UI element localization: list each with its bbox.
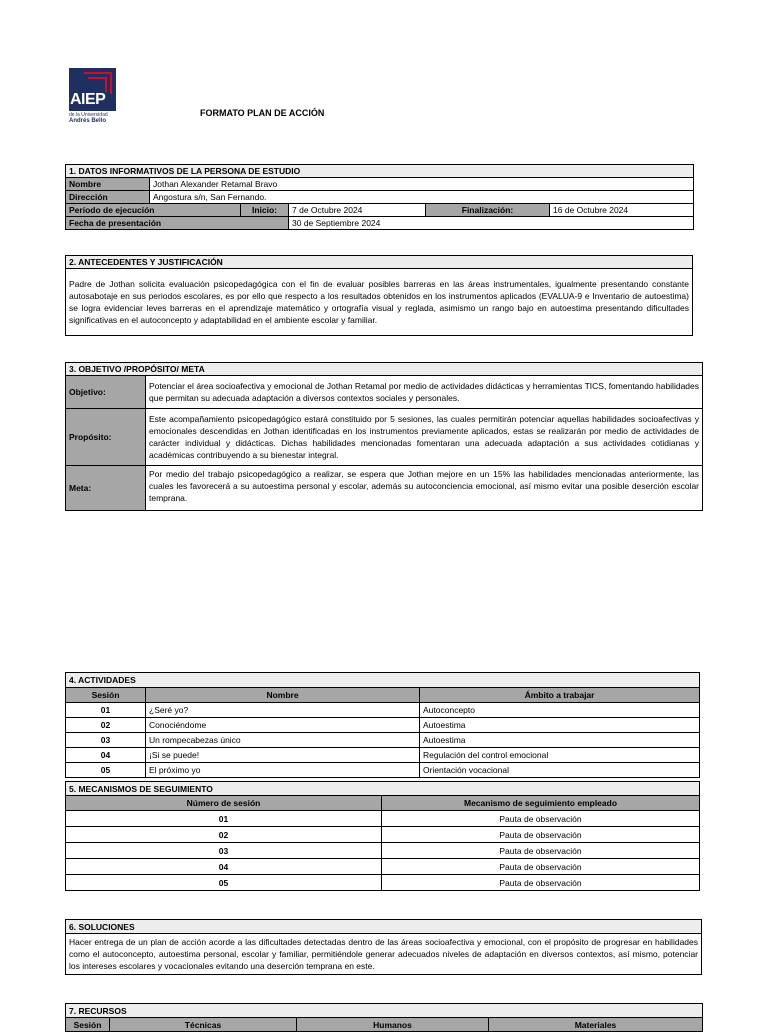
activity-scope: Autoconcepto <box>420 703 700 718</box>
followup-mechanism: Pauta de observación <box>382 875 700 891</box>
logo-brand: AIEP <box>70 91 106 108</box>
activity-session: 03 <box>66 733 146 748</box>
inicio-value: 7 de Octubre 2024 <box>289 204 426 217</box>
direccion-label: Dirección <box>66 191 150 204</box>
activity-name: ¿Seré yo? <box>146 703 420 718</box>
activity-scope: Autoestima <box>420 718 700 733</box>
periodo-label: Período de ejecución <box>66 204 241 217</box>
logo-mark <box>69 68 116 111</box>
table-row <box>66 733 700 748</box>
followup-session: 02 <box>66 827 382 843</box>
table-row <box>66 827 700 843</box>
col-numero-sesion: Número de sesión <box>66 796 382 811</box>
table-row <box>66 843 700 859</box>
direccion-value: Angostura s/n, San Fernando. <box>150 191 694 204</box>
table-row <box>66 859 700 875</box>
logo-subtitle <box>69 112 116 124</box>
finalizacion-value: 16 de Octubre 2024 <box>550 204 694 217</box>
section6-table <box>65 919 702 975</box>
activity-name: ¡Si se puede! <box>146 748 420 763</box>
section1-header: 1. DATOS INFORMATIVOS DE LA PERSONA DE ESTUDIO <box>66 165 694 178</box>
activity-session: 01 <box>66 703 146 718</box>
followup-session: 01 <box>66 811 382 827</box>
activity-session: 04 <box>66 748 146 763</box>
nombre-label: Nombre <box>66 178 150 191</box>
table-row <box>66 763 700 778</box>
activity-name: El próximo yo <box>146 763 420 778</box>
col-nombre: Nombre <box>146 688 420 703</box>
inicio-label: Inicio: <box>241 204 289 217</box>
meta-text: Por medio del trabajo psicopedagógico a realizar, se espera que Jothan mejore en un 15% las habilidades mencionadas anteriormente, las cuales les favorecerá a su autoestima personal y escolar, además su autoconciencia emocional, así mismo evitar una posible deserción escolar temprana. <box>146 466 703 511</box>
section2-header: 2. ANTECEDENTES Y JUSTIFICACIÓN <box>66 256 693 269</box>
section3-table <box>65 362 703 511</box>
objetivo-label: Objetivo: <box>66 376 146 409</box>
section2-table <box>65 255 693 336</box>
document-title: FORMATO PLAN DE ACCIÓN <box>200 108 325 118</box>
followup-mechanism: Pauta de observación <box>382 811 700 827</box>
activity-name: Conociéndome <box>146 718 420 733</box>
table-row <box>66 703 700 718</box>
followup-session: 04 <box>66 859 382 875</box>
activity-name: Un rompecabezas único <box>146 733 420 748</box>
proposito-label: Propósito: <box>66 409 146 466</box>
col-humanos: Humanos <box>297 1018 489 1032</box>
meta-label: Meta: <box>66 466 146 511</box>
activity-scope: Autoestima <box>420 733 700 748</box>
section6-text: Hacer entrega de un plan de acción acorde a las dificultades detectadas dentro de las áreas socioafectiva y emocional, con el propósito de progresar en habilidades como el autoconcepto, autoestima personal, escolar y familiar, permitiéndole generar adecuados niveles de adaptación en diversos contextos, así mismo, potenciar los intereses escolares y vocacionales evitando una deserción temprana en este. <box>66 934 702 975</box>
followup-mechanism: Pauta de observación <box>382 859 700 875</box>
followup-mechanism: Pauta de observación <box>382 827 700 843</box>
section6-header: 6. SOLUCIONES <box>66 920 702 934</box>
table-row <box>66 748 700 763</box>
logo-line2: Andrés Bello <box>69 118 107 124</box>
col-sesion: Sesión <box>66 688 146 703</box>
section5-header: 5. MECANISMOS DE SEGUIMIENTO <box>66 782 700 796</box>
followup-session: 05 <box>66 875 382 891</box>
followup-mechanism: Pauta de observación <box>382 843 700 859</box>
followup-session: 03 <box>66 843 382 859</box>
section7-table <box>65 1003 703 1032</box>
section2-text: Padre de Jothan solicita evaluación psicopedagógica con el fin de evaluar posibles barreras en las áreas instrumentales, igualmente presentando constante autosabotaje en sus periodos escolares, es por ello que respecto a los resultados obtenidos en los instrumentos aplicados (EVALUA-9 e Inventario de autoestima) se logra evidenciar leves barreras en el aprendizaje matemático y ortografía visual y reglada, asimismo un rango bajo en autoestima presentando dificultades significativas en el autoconcepto y adaptabilidad en el ambiente escolar y familiar. <box>66 269 693 336</box>
activity-scope: Regulación del control emocional <box>420 748 700 763</box>
col-mecanismo: Mecanismo de seguimiento empleado <box>382 796 700 811</box>
col-materiales: Materiales <box>489 1018 703 1032</box>
logo-line1: de la Universidad <box>69 112 108 118</box>
aiep-logo <box>69 68 116 124</box>
activity-session: 05 <box>66 763 146 778</box>
section3-header: 3. OBJETIVO /PROPÓSITO/ META <box>66 363 703 376</box>
table-row <box>66 811 700 827</box>
table-row <box>66 718 700 733</box>
nombre-value: Jothan Alexander Retamal Bravo <box>150 178 694 191</box>
fecha-presentacion-label: Fecha de presentación <box>66 217 289 230</box>
section7-header: 7. RECURSOS <box>66 1004 703 1018</box>
col-tecnicas: Técnicas <box>110 1018 297 1032</box>
section4-header: 4. ACTIVIDADES <box>66 673 700 688</box>
table-row <box>66 875 700 891</box>
section1-table <box>65 164 694 230</box>
col-sesion-recursos: Sesión <box>66 1018 110 1032</box>
section5-table <box>65 781 700 891</box>
section4-table <box>65 672 700 778</box>
finalizacion-label: Finalización: <box>426 204 550 217</box>
activity-session: 02 <box>66 718 146 733</box>
activity-scope: Orientación vocacional <box>420 763 700 778</box>
objetivo-text: Potenciar el área socioafectiva y emocional de Jothan Retamal por medio de actividades didácticas y herramientas TICS, fomentando habilidades que permitan su adecuada adaptación a diversos contextos sociales y personales. <box>146 376 703 409</box>
fecha-presentacion-value: 30 de Septiembre 2024 <box>289 217 694 230</box>
col-ambito: Ámbito a trabajar <box>420 688 700 703</box>
proposito-text: Este acompañamiento psicopedagógico estará constituido por 5 sesiones, las cuales permitirán potenciar aquellas habilidades socioafectivas y emocionales descendidas en Jothan identificadas en los instrumentos previamente aplicados, estas se realizarán por medio de actividades de carácter individual y didácticas. Dichas habilidades mencionadas fomentaran una adecuada adaptación a sus actividades cotidianas y académicas contribuyendo a su bienestar integral. <box>146 409 703 466</box>
